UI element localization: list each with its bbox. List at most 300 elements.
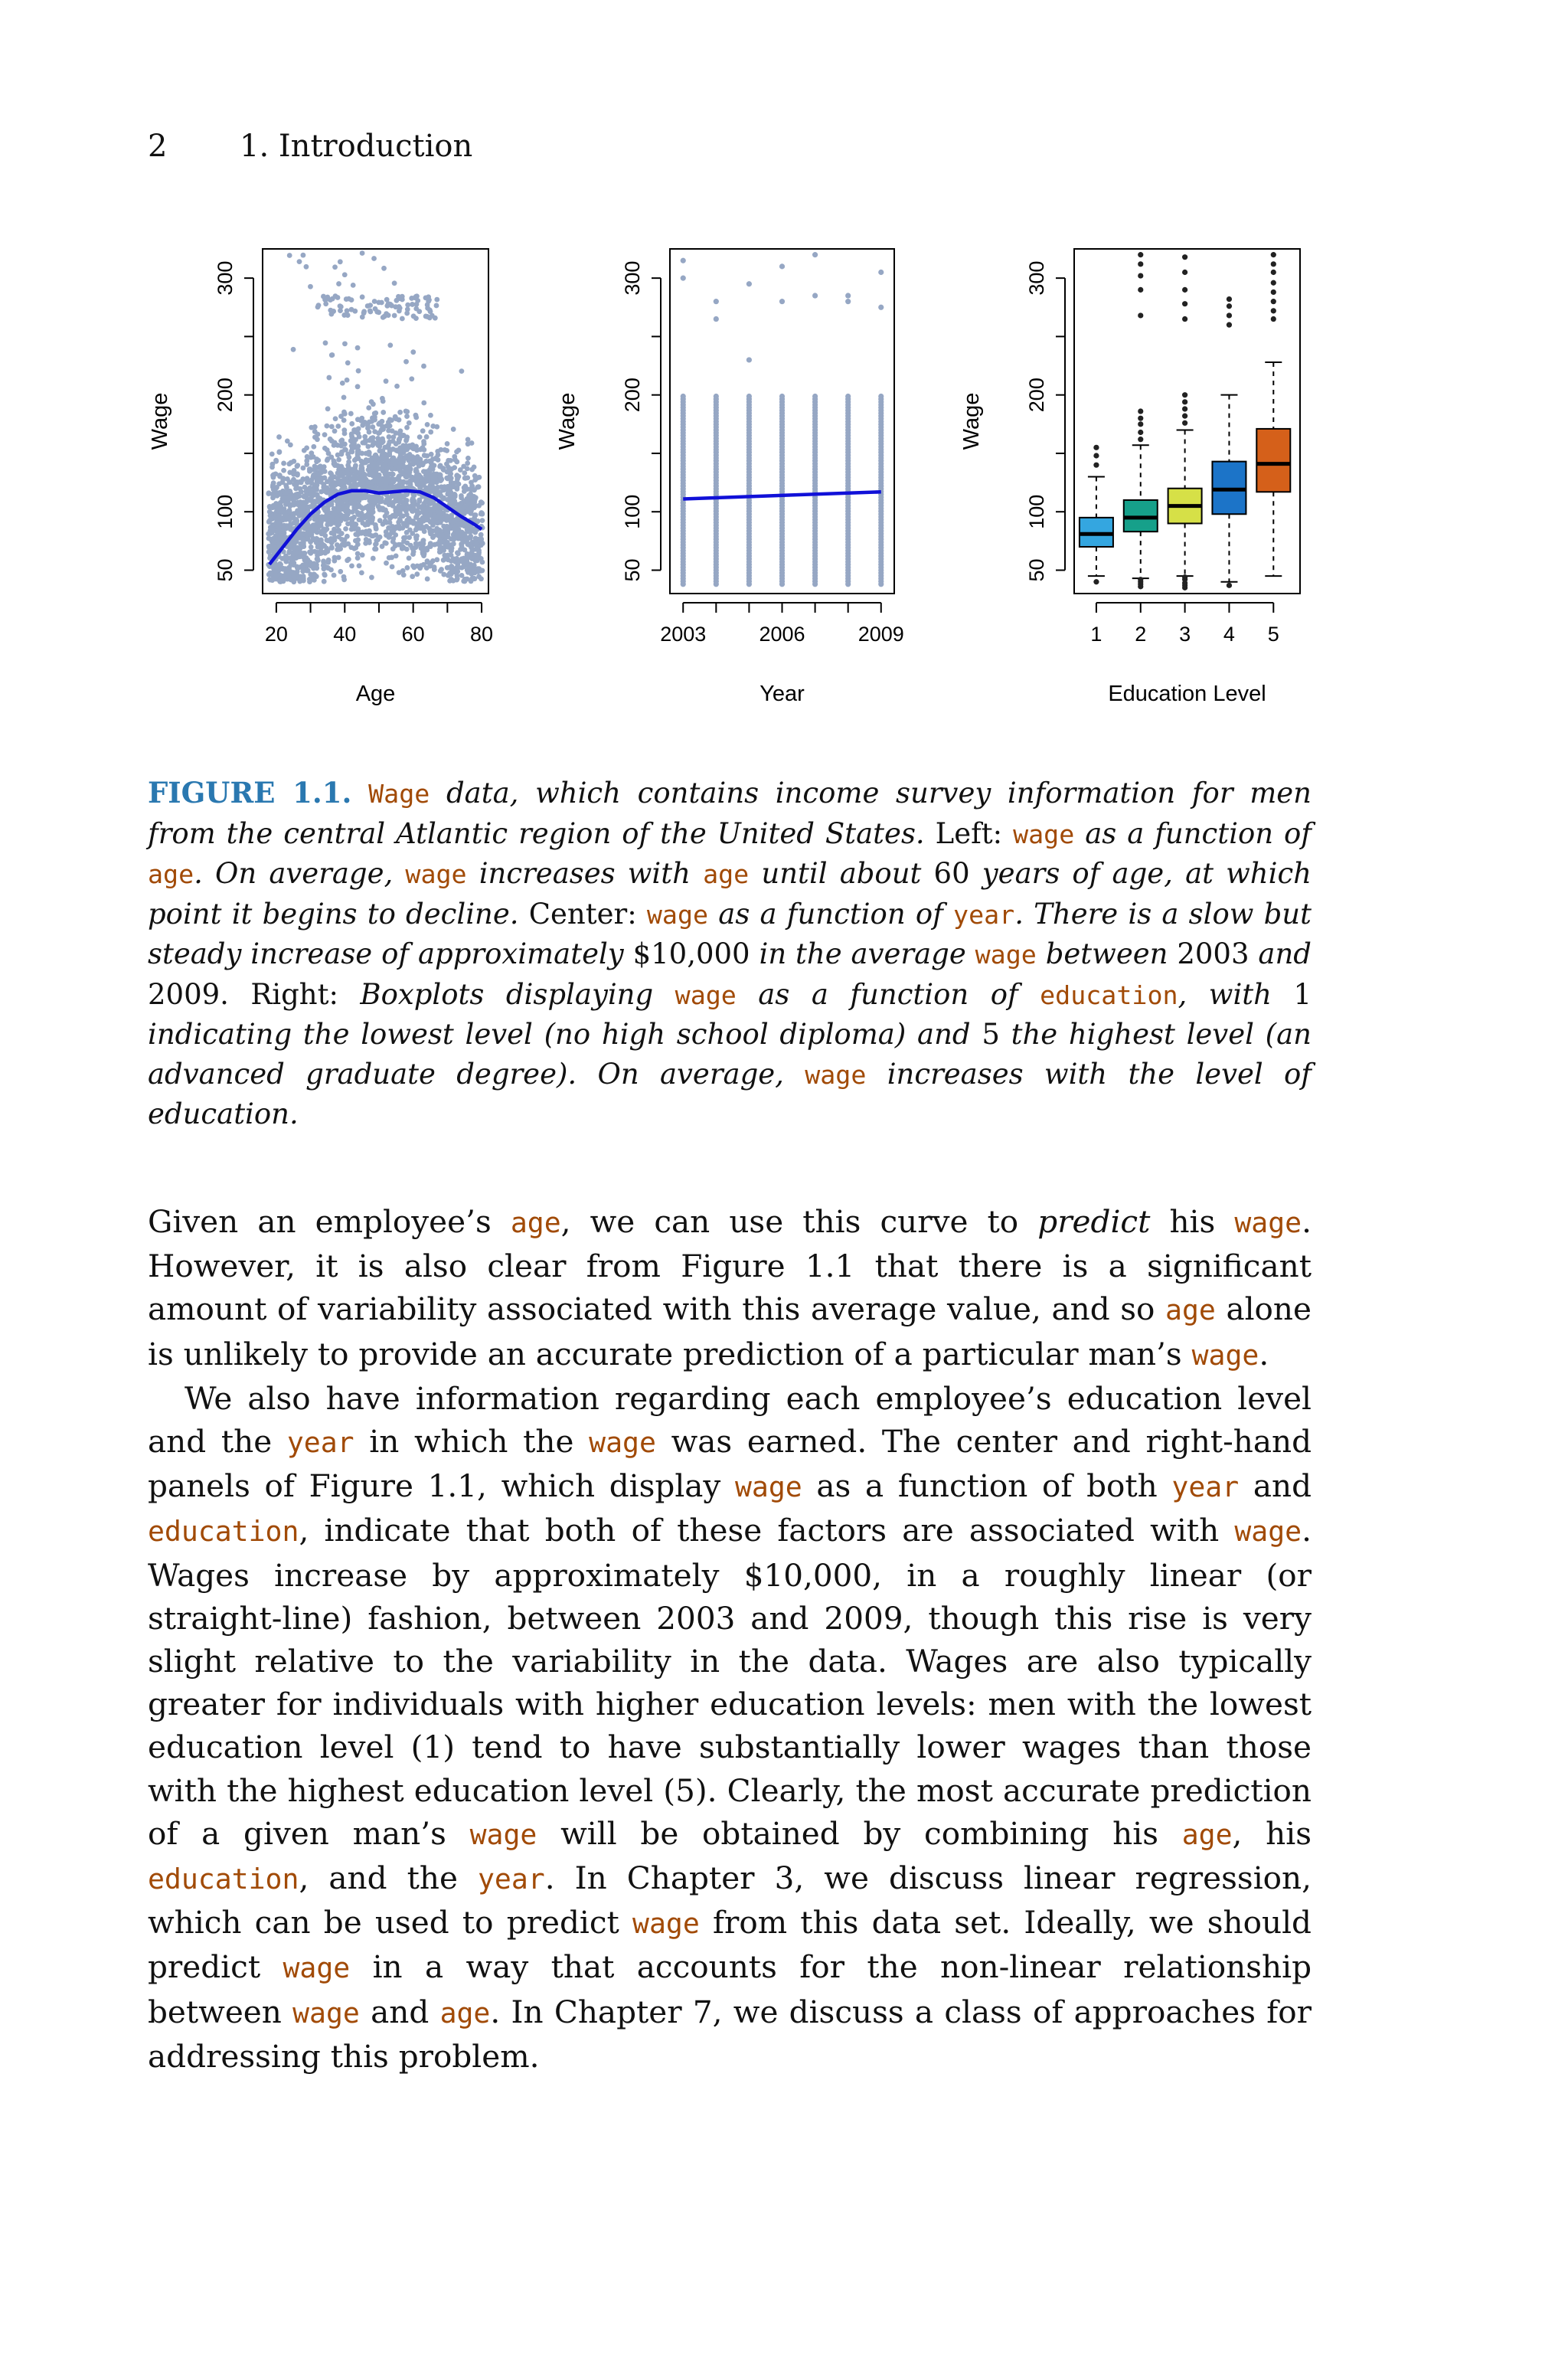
scatter-point [465, 466, 470, 472]
caption-text: in the average [750, 937, 975, 970]
y-tick-label: 50 [1025, 558, 1048, 582]
scatter-point [360, 468, 365, 473]
x-tick-label: 40 [333, 623, 357, 646]
scatter-point [410, 349, 416, 355]
scatter-point [469, 467, 475, 473]
scatter-point [384, 561, 389, 566]
scatter-point [779, 263, 785, 269]
scatter-point [318, 551, 323, 556]
scatter-point [397, 410, 403, 415]
scatter-point [330, 296, 335, 302]
code-term: wage [283, 1951, 351, 1985]
scatter-point [348, 411, 354, 417]
scatter-point [392, 280, 397, 286]
scatter-point [311, 522, 316, 528]
scatter-point [287, 489, 292, 494]
scatter-point [319, 469, 325, 475]
scatter-point [368, 308, 373, 313]
scatter-point [407, 520, 413, 525]
scatter-point [371, 556, 376, 561]
scatter-point [389, 466, 394, 472]
scatter-point [383, 518, 388, 524]
outlier-point [1138, 408, 1143, 414]
scatter-point [276, 450, 282, 455]
code-term: age [510, 1206, 561, 1239]
scatter-point [404, 425, 410, 430]
scatter-point [341, 410, 347, 415]
scatter-point [422, 528, 427, 534]
y-tick-label: 100 [214, 494, 237, 529]
scatter-point [355, 345, 361, 351]
scatter-point [311, 566, 316, 571]
scatter-point [476, 567, 482, 572]
scatter-point [878, 305, 884, 310]
boxplot-education-5 [1256, 252, 1290, 576]
x-axis-label: Education Level [1108, 682, 1266, 706]
caption-number: 2009 [148, 977, 220, 1011]
scatter-point [354, 428, 359, 433]
outlier-point [1138, 577, 1143, 582]
scatter-point [435, 521, 440, 526]
x-tick-label: 3 [1179, 623, 1191, 646]
scatter-point [394, 416, 399, 421]
scatter-point [332, 512, 338, 517]
scatter-point [414, 479, 420, 485]
scatter-point [454, 577, 459, 583]
scatter-point [314, 456, 319, 462]
scatter-point [273, 569, 278, 574]
scatter-point [451, 427, 456, 432]
scatter-point [387, 555, 392, 561]
code-term: wage [975, 940, 1037, 970]
scatter-point [326, 451, 332, 456]
scatter-point [416, 518, 422, 523]
scatter-point [420, 428, 426, 433]
outlier-point [1271, 289, 1276, 295]
body-text-run: his [1150, 1203, 1235, 1240]
code-term: wage [646, 899, 709, 930]
scatter-point [301, 551, 306, 556]
scatter-point [374, 456, 379, 461]
scatter-point [396, 440, 401, 445]
scatter-point [325, 548, 331, 554]
outlier-point [1227, 583, 1232, 588]
scatter-point [451, 498, 456, 503]
scatter-point [421, 364, 426, 369]
scatter-point [359, 512, 364, 517]
scatter-point [451, 481, 456, 486]
scatter-point [311, 492, 316, 498]
caption-number: 1 [1293, 977, 1312, 1011]
scatter-point [349, 421, 354, 427]
scatter-point [305, 479, 310, 485]
scatter-point [322, 579, 327, 584]
outlier-point [1138, 416, 1143, 421]
code-term: wage [1234, 1515, 1302, 1549]
scatter-point [413, 527, 419, 532]
scatter-point [449, 520, 454, 525]
scatter-point [466, 456, 471, 461]
scatter-point [413, 536, 419, 541]
scatter-point [369, 510, 374, 515]
scatter-point [405, 565, 410, 571]
scatter-point [360, 250, 365, 256]
scatter-point [425, 422, 430, 427]
body-text-run: , his [1232, 1814, 1312, 1852]
scatter-point [336, 457, 341, 463]
scatter-point [349, 516, 354, 522]
outlier-point [1138, 261, 1143, 267]
body-text-run: , indicate that both of these factors are associated with [299, 1512, 1235, 1549]
scatter-point [294, 517, 299, 522]
scatter-point [392, 313, 397, 319]
scatter-point [390, 528, 396, 534]
outlier-point [1093, 579, 1099, 584]
scatter-point [420, 547, 426, 552]
scatter-point [273, 459, 279, 464]
scatter-point [300, 568, 305, 574]
scatter-point [277, 490, 283, 496]
scatter-point [329, 502, 335, 507]
scatter-point [355, 453, 361, 458]
scatter-point [430, 473, 436, 479]
scatter-point [878, 270, 884, 275]
scatter-point [360, 294, 365, 299]
scatter-point [845, 293, 851, 298]
scatter-point [304, 458, 309, 463]
scatter-point [341, 427, 347, 433]
scatter-point [321, 560, 326, 565]
scatter-point [416, 510, 422, 515]
scatter-point [357, 563, 362, 568]
scatter-point [366, 467, 371, 473]
code-term: age [148, 859, 194, 889]
outlier-point [1227, 312, 1232, 318]
scatter-point [322, 573, 328, 578]
outlier-point [1138, 312, 1143, 318]
scatter-point [411, 505, 416, 511]
scatter-point [360, 552, 365, 558]
caption-text: Boxplots displaying [360, 977, 675, 1011]
scatter-point [404, 475, 410, 480]
scatter-point [415, 460, 420, 466]
scatter-point [383, 445, 388, 450]
scatter-point [390, 472, 396, 477]
scatter-point [434, 424, 439, 430]
scatter-point [400, 316, 405, 322]
scatter-point [421, 401, 426, 406]
scatter-point [270, 451, 275, 456]
scatter-point [447, 469, 452, 474]
chapter-title: 1. Introduction [240, 129, 473, 164]
y-tick-label: 300 [621, 260, 644, 296]
scatter-point [384, 469, 389, 474]
scatter-point [355, 537, 361, 542]
scatter-point [425, 476, 430, 481]
scatter-point [311, 473, 316, 478]
y-tick-label: 200 [1025, 378, 1048, 413]
scatter-point [295, 463, 300, 468]
scatter-point [311, 501, 316, 506]
code-term: wage [405, 859, 467, 889]
scatter-point [271, 505, 276, 510]
figure-wage-data [0, 0, 1568, 735]
scatter-point [342, 442, 348, 447]
scatter-point [393, 543, 398, 548]
scatter-point [473, 542, 479, 548]
scatter-point [346, 460, 351, 465]
outlier-point [1182, 420, 1187, 426]
scatter-point [311, 575, 316, 581]
scatter-point [364, 537, 369, 542]
scatter-point [462, 533, 468, 538]
scatter-point [445, 441, 450, 446]
scatter-point [414, 571, 420, 577]
scatter-point [343, 517, 348, 522]
scatter-point [307, 488, 312, 493]
scatter-point [276, 542, 282, 548]
scatter-point [472, 473, 478, 479]
y-tick-label: 50 [214, 558, 237, 582]
outlier-point [1182, 270, 1187, 275]
body-text-run: Given an employee’s [148, 1203, 511, 1240]
code-term: wage [632, 1907, 700, 1941]
scatter-point [394, 507, 399, 512]
y-tick-label: 200 [214, 378, 237, 413]
scatter-point [374, 526, 379, 532]
scatter-point [424, 434, 430, 440]
outlier-point [1138, 437, 1143, 442]
scatter-point [437, 464, 443, 469]
scatter-point [459, 543, 464, 548]
body-text-run: . In Chapter 7, we discuss a class of approaches for addressing this problem. [148, 1993, 1312, 2075]
scatter-point [341, 394, 347, 400]
scatter-point [398, 453, 403, 459]
scatter-point [681, 258, 686, 263]
outlier-point [1182, 316, 1187, 322]
scatter-point [390, 439, 396, 444]
scatter-point [411, 313, 416, 319]
scatter-point [416, 497, 422, 502]
scatter-point [779, 394, 785, 399]
scatter-point [325, 565, 331, 571]
body-text-run: and [359, 1993, 440, 2030]
scatter-point [469, 505, 474, 511]
scatter-point [397, 309, 402, 314]
scatter-point [322, 517, 328, 522]
scatter-point [367, 452, 372, 457]
outlier-point [1182, 301, 1187, 306]
scatter-point [456, 482, 462, 487]
paragraph [148, 1200, 1312, 1377]
scatter-point [812, 252, 818, 257]
scatter-point [409, 376, 414, 381]
scatter-point [315, 437, 320, 442]
scatter-point [381, 410, 386, 415]
scatter-point [305, 536, 311, 541]
scatter-point [438, 474, 443, 479]
scatter-point [404, 311, 410, 316]
code-term: wage [469, 1817, 537, 1851]
scatter-point [403, 359, 409, 365]
scatter-point [383, 482, 388, 488]
scatter-point [384, 303, 390, 309]
code-term: education [148, 1863, 299, 1896]
scatter-point [352, 503, 358, 509]
caption-text: . There is a slow but steady increase of approximately [148, 897, 1312, 970]
scatter-point [266, 536, 272, 541]
scatter-point [397, 499, 403, 504]
scatter-point [384, 297, 390, 303]
scatter-point [305, 505, 310, 510]
scatter-point [432, 567, 437, 572]
scatter-point [401, 545, 407, 551]
scatter-point [387, 434, 392, 440]
scatter-point [374, 309, 380, 315]
scatter-point [338, 303, 343, 309]
scatter-point [462, 470, 467, 476]
scatter-point [387, 342, 393, 348]
scatter-point [746, 281, 752, 286]
body-text-run: alone is unlikely to provide an accurate prediction of a particular man’s [148, 1290, 1312, 1372]
scatter-point [300, 563, 305, 568]
scatter-point [444, 461, 449, 466]
scatter-point [349, 450, 354, 455]
scatter-point [355, 417, 361, 422]
scatter-point [328, 522, 334, 527]
scatter-point [329, 438, 335, 443]
scatter-point [681, 276, 686, 281]
scatter-point [335, 516, 340, 522]
caption-text: as a function of [1074, 816, 1312, 850]
caption-text: . Right: [220, 977, 361, 1011]
scatter-point [322, 432, 328, 437]
scatter-point [377, 499, 382, 505]
body-text-run: , we can use this curve to [560, 1203, 1038, 1240]
scatter-point [287, 253, 292, 258]
scatter-point [466, 441, 471, 446]
scatter-point [366, 495, 371, 500]
scatter-point [480, 518, 485, 523]
scatter-point [315, 495, 321, 500]
scatter-point [335, 522, 340, 527]
scatter-point [345, 378, 350, 383]
caption-text: increases with [466, 857, 704, 890]
scatter-point [456, 522, 461, 527]
scatter-point [455, 476, 460, 482]
scatter-point [322, 464, 327, 469]
scatter-point [367, 528, 372, 534]
outlier-point [1271, 252, 1276, 257]
scatter-point [304, 264, 309, 270]
scatter-point [342, 272, 348, 277]
chart-panel-2 [555, 249, 904, 706]
scatter-point [445, 540, 450, 545]
caption-text: until about [749, 857, 934, 890]
code-term: year [477, 1863, 545, 1896]
scatter-point [381, 439, 386, 444]
scatter-point [288, 479, 293, 485]
y-tick-label: 100 [621, 494, 644, 529]
scatter-point [404, 414, 410, 419]
scatter-point [424, 453, 430, 459]
scatter-point [380, 464, 385, 469]
scatter-point [298, 479, 303, 485]
scatter-point [390, 446, 396, 452]
code-term: wage [589, 1426, 656, 1460]
scatter-point [812, 293, 818, 298]
scatter-point [372, 496, 377, 501]
caption-number: 5 [982, 1018, 1000, 1051]
outlier-point [1271, 261, 1276, 267]
scatter-point [444, 527, 449, 532]
boxplot-education-4 [1212, 296, 1246, 588]
x-tick-label: 5 [1267, 623, 1279, 646]
scatter-point [363, 439, 368, 444]
caption-text: as a function of [708, 897, 954, 931]
scatter-point [276, 434, 282, 440]
scatter-point [384, 458, 389, 463]
scatter-point [410, 496, 416, 502]
scatter-point [353, 545, 358, 551]
scatter-point [295, 500, 300, 505]
scatter-point [421, 553, 426, 558]
scatter-point [383, 508, 388, 513]
outlier-point [1182, 406, 1187, 411]
scatter-point [280, 574, 286, 580]
scatter-point [845, 394, 851, 399]
outlier-point [1138, 287, 1143, 293]
scatter-point [273, 471, 279, 476]
scatter-point [396, 294, 401, 299]
outlier-point [1093, 463, 1099, 468]
figure-label: FIGURE 1.1. [148, 776, 352, 810]
body-text-run: in a way that accounts for the non-linear relationship between [148, 1948, 1312, 2030]
scatter-point [291, 561, 296, 566]
scatter-point [441, 487, 446, 492]
scatter-point [339, 501, 345, 506]
scatter-point [468, 551, 473, 557]
scatter-point [383, 514, 388, 519]
x-tick-label: 2009 [858, 623, 904, 646]
scatter-point [376, 421, 381, 427]
caption-number: 60 [933, 857, 970, 890]
scatter-point [381, 315, 386, 320]
scatter-point [297, 259, 302, 264]
code-term: Wage [368, 779, 430, 809]
scatter-point [376, 441, 381, 446]
scatter-point [468, 565, 473, 571]
scatter-point [355, 384, 361, 389]
scatter-point [386, 312, 391, 318]
scatter-point [276, 520, 282, 525]
y-axis-label: Wage [148, 392, 172, 450]
scatter-point [328, 470, 333, 476]
scatter-point [681, 394, 686, 399]
y-tick-label: 100 [1025, 494, 1048, 529]
caption-number: 2003 [1177, 937, 1250, 970]
scatter-point [433, 488, 439, 493]
scatter-point [434, 303, 439, 309]
scatter-point [413, 294, 419, 299]
scatter-point [338, 259, 343, 264]
caption-text: Center: [518, 897, 647, 931]
scatter-point [341, 574, 347, 580]
scatter-point [312, 424, 318, 430]
scatter-point [475, 556, 480, 561]
x-tick-label: 2006 [759, 623, 805, 646]
scatter-point [434, 557, 439, 562]
